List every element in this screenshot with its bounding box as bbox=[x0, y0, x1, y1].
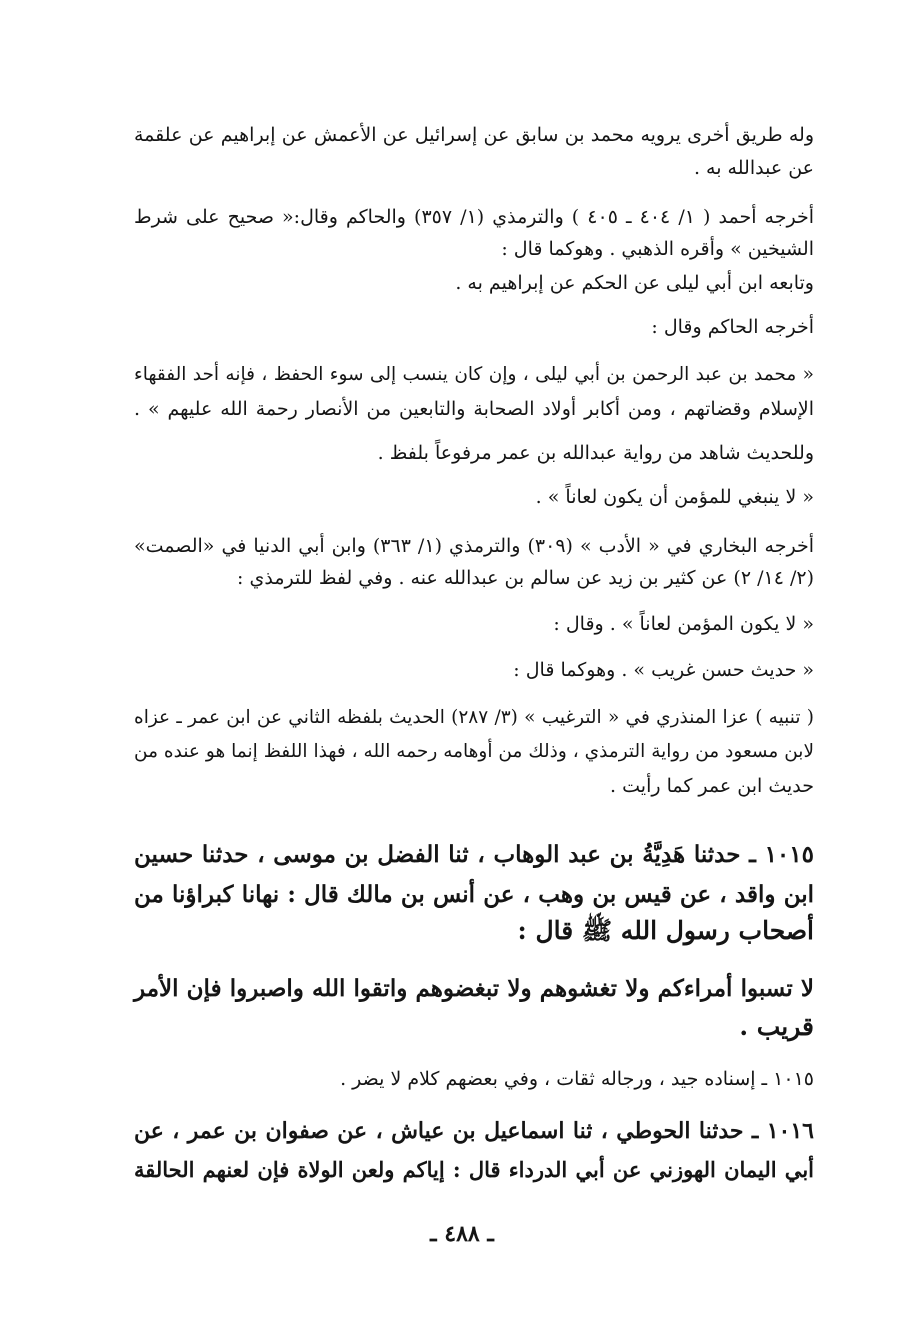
quote-line: « محمد بن عبد الرحمن بن أبي ليلى ، وإن كان ينسب إلى سوء الحفظ ، فإنه أحد الفقهاء bbox=[134, 364, 814, 385]
text-line: وللحديث شاهد من رواية عبدالله بن عمر مرفوعاً بلفظ . bbox=[377, 442, 814, 464]
text-line: أخرجه الحاكم وقال : bbox=[651, 316, 814, 338]
note-line: لابن مسعود من رواية الترمذي ، وذلك من أوهامه رحمه الله ، فهذا اللفظ إنما هو عنده من bbox=[134, 741, 814, 762]
hadith-line: ابن واقد ، عن قيس بن وهب ، عن أنس بن مالك قال : نهانا كبراؤنا من bbox=[134, 881, 814, 908]
footnote-line: ١٠١٥ ـ إسناده جيد ، ورجاله ثقات ، وفي بعضهم كلام لا يضر . bbox=[340, 1068, 814, 1090]
hadith-line: ١٠١٥ ـ حدثنا هَدِيَّةُ بن عبد الوهاب ، ثنا الفضل بن موسى ، حدثنا حسين bbox=[134, 841, 814, 868]
text-line: أخرجه البخاري في « الأدب » (٣٠٩) والترمذي (١/ ٣٦٣) وابن أبي الدنيا في «الصمت» bbox=[134, 535, 814, 557]
text-line: (٢/ ١٤/ ٢) عن كثير بن زيد عن سالم بن عبدالله عنه . وفي لفظ للترمذي : bbox=[237, 567, 814, 589]
text-line: عن عبدالله به . bbox=[693, 157, 814, 179]
text-line: وتابعه ابن أبي ليلى عن الحكم عن إبراهيم به . bbox=[455, 272, 814, 294]
quote-line: « لا يكون المؤمن لعاناً » . وقال : bbox=[553, 613, 814, 635]
text-line: أخرجه أحمد ( ١/ ٤٠٤ ـ ٤٠٥ ) والترمذي (١/ ٣٥٧) والحاكم وقال:« صحيح على شرط bbox=[134, 206, 814, 228]
hadith-line: أبي اليمان الهوزني عن أبي الدرداء قال : إياكم ولعن الولاة فإن لعنهم الحالقة bbox=[134, 1157, 814, 1182]
text-line: الشيخين » وأقره الذهبي . وهوكما قال : bbox=[501, 238, 814, 260]
quote-line: « لا ينبغي للمؤمن أن يكون لعاناً » . bbox=[535, 486, 814, 508]
text-line: وله طريق أخرى يرويه محمد بن سابق عن إسرائيل عن الأعمش عن إبراهيم عن علقمة bbox=[134, 124, 814, 146]
hadith-text-line: لا تسبوا أمراءكم ولا تغشوهم ولا تبغضوهم واتقوا الله واصبروا فإن الأمر bbox=[134, 975, 814, 1002]
hadith-text-line: قريب . bbox=[739, 1012, 814, 1041]
note-line: حديث ابن عمر كما رأيت . bbox=[610, 775, 814, 797]
quote-line: « حديث حسن غريب » . وهوكما قال : bbox=[513, 659, 814, 681]
page-number: ـ ٤٨٨ ـ bbox=[430, 1221, 494, 1247]
note-line: ( تنبيه ) عزا المنذري في « الترغيب » (٣/ ٢٨٧) الحديث بلفظه الثاني عن ابن عمر ـ عزاه bbox=[134, 707, 814, 728]
quote-line: الإسلام وقضاتهم ، ومن أكابر أولاد الصحابة والتابعين من الأنصار رحمة الله عليهم » . bbox=[134, 398, 814, 420]
hadith-line: ١٠١٦ ـ حدثنا الحوطي ، ثنا اسماعيل بن عياش ، عن صفوان بن عمر ، عن bbox=[134, 1118, 814, 1144]
hadith-line: أصحاب رسول الله ﷺ قال : bbox=[517, 916, 814, 945]
